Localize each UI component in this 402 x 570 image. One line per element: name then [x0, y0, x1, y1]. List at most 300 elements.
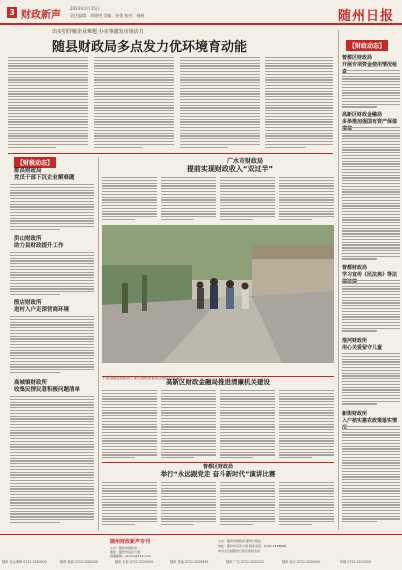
text-line	[265, 102, 333, 103]
text-line	[102, 496, 157, 497]
text-line	[161, 507, 216, 508]
footer-contact-4: 随州 采编 0722-3229999	[170, 560, 209, 564]
left-item-body-1	[10, 184, 94, 232]
text-line	[180, 57, 260, 58]
left-item-title-1: 都昌财政局 党员干部下沉企业解难题	[14, 168, 75, 181]
text-line	[265, 138, 333, 139]
text-line	[265, 99, 333, 100]
text-line	[102, 521, 157, 522]
text-line	[220, 490, 275, 491]
text-line	[342, 219, 400, 220]
text-line	[102, 216, 157, 217]
left-item-title-3: 殷店财政所 进村入户走深营商环境	[14, 300, 70, 313]
text-line	[102, 438, 157, 439]
text-line	[161, 488, 216, 489]
text-line	[10, 277, 94, 278]
text-line	[8, 121, 88, 122]
text-line	[265, 147, 306, 148]
article2-body-col4	[279, 390, 334, 460]
text-line	[102, 485, 157, 486]
text-line	[161, 211, 216, 212]
text-line	[220, 435, 275, 436]
text-line	[94, 93, 174, 94]
text-line	[161, 216, 216, 217]
text-line	[342, 381, 400, 382]
text-line	[220, 213, 275, 214]
text-line	[342, 521, 377, 522]
page-footer	[0, 534, 402, 570]
text-line	[94, 110, 174, 111]
text-line	[94, 99, 174, 100]
text-line	[342, 87, 400, 88]
text-line	[102, 404, 157, 405]
text-line	[265, 105, 333, 106]
text-line	[161, 421, 216, 422]
text-line	[10, 260, 94, 261]
text-line	[342, 70, 400, 71]
text-line	[102, 513, 157, 514]
right-item-body-1	[342, 70, 400, 110]
text-line	[279, 208, 334, 209]
text-line	[102, 516, 157, 517]
text-line	[8, 71, 88, 72]
text-line	[342, 308, 400, 309]
text-line	[220, 177, 275, 178]
text-line	[102, 412, 157, 413]
text-line	[10, 508, 94, 509]
text-line	[342, 92, 400, 93]
text-line	[342, 302, 400, 303]
text-line	[8, 57, 88, 58]
text-line	[10, 283, 94, 284]
text-line	[10, 338, 94, 339]
text-line	[161, 424, 216, 425]
text-line	[279, 438, 334, 439]
text-line	[279, 191, 334, 192]
text-line	[342, 361, 400, 362]
lead-headline: 随县财政局多点发力优环境育动能	[52, 40, 248, 55]
text-line	[279, 524, 312, 525]
text-line	[220, 488, 275, 489]
text-line	[161, 493, 216, 494]
text-line	[220, 440, 275, 441]
text-line	[94, 121, 174, 122]
text-line	[220, 499, 275, 500]
text-line	[10, 413, 94, 414]
text-line	[279, 180, 334, 181]
text-line	[180, 68, 260, 69]
text-line	[265, 133, 333, 134]
text-line	[180, 144, 260, 145]
text-line	[10, 355, 94, 356]
text-line	[279, 452, 334, 453]
text-line	[10, 274, 94, 275]
text-line	[94, 88, 174, 89]
text-line	[161, 446, 216, 447]
text-line	[342, 247, 400, 248]
text-line	[102, 510, 157, 511]
text-line	[342, 166, 400, 167]
text-line	[10, 192, 94, 193]
text-line	[161, 180, 216, 181]
text-line	[10, 452, 94, 453]
text-line	[342, 493, 400, 494]
text-line	[220, 404, 275, 405]
center-rule-1	[102, 376, 334, 377]
text-line	[279, 418, 334, 419]
text-line	[161, 502, 216, 503]
text-line	[10, 252, 94, 253]
text-line	[265, 116, 333, 117]
left-item-body-4	[10, 396, 94, 526]
center-body-col3	[220, 177, 275, 222]
text-line	[10, 330, 94, 331]
text-line	[342, 161, 400, 162]
text-line	[8, 124, 88, 125]
text-line	[10, 511, 94, 512]
text-line	[342, 175, 400, 176]
text-line	[94, 130, 174, 131]
text-line	[265, 60, 333, 61]
text-line	[161, 432, 216, 433]
text-line	[220, 513, 275, 514]
text-line	[342, 172, 400, 173]
text-line	[342, 236, 400, 237]
text-line	[342, 98, 400, 99]
text-line	[161, 194, 216, 195]
text-line	[8, 127, 88, 128]
text-line	[161, 407, 216, 408]
text-line	[279, 194, 334, 195]
text-line	[342, 197, 400, 198]
text-line	[10, 460, 94, 461]
text-line	[161, 418, 216, 419]
text-line	[8, 144, 88, 145]
text-line	[279, 390, 334, 391]
text-line	[279, 490, 334, 491]
text-line	[161, 183, 216, 184]
text-line	[102, 205, 157, 206]
text-line	[94, 113, 174, 114]
text-line	[342, 291, 400, 292]
text-line	[220, 507, 275, 508]
text-line	[10, 449, 94, 450]
text-line	[102, 177, 157, 178]
lead-kicker: 出实招纾解企业难题 办实事激发市场活力	[52, 29, 144, 35]
text-line	[279, 493, 334, 494]
text-line	[279, 435, 334, 436]
footer-left-line-2: 地址：随州市沿河大道	[110, 550, 141, 554]
text-line	[10, 263, 94, 264]
text-line	[102, 449, 157, 450]
article3-body-col3	[220, 482, 275, 528]
text-line	[342, 297, 400, 298]
text-line	[10, 435, 94, 436]
text-line	[342, 177, 400, 178]
text-line	[220, 185, 275, 186]
text-line	[102, 490, 157, 491]
text-line	[342, 152, 400, 153]
text-line	[10, 463, 94, 464]
text-line	[94, 147, 142, 148]
text-line	[342, 460, 400, 461]
text-line	[342, 300, 400, 301]
text-line	[180, 85, 260, 86]
text-line	[279, 421, 334, 422]
text-line	[342, 95, 400, 96]
text-line	[8, 110, 88, 111]
text-line	[342, 518, 400, 519]
text-line	[161, 516, 216, 517]
text-line	[10, 446, 94, 447]
text-line	[342, 454, 400, 455]
text-line	[265, 135, 333, 136]
text-line	[342, 203, 400, 204]
text-line	[342, 356, 400, 357]
text-line	[180, 105, 260, 106]
text-line	[94, 79, 174, 80]
text-line	[220, 180, 275, 181]
text-line	[279, 197, 334, 198]
text-line	[279, 398, 334, 399]
text-line	[102, 524, 135, 525]
text-line	[10, 424, 94, 425]
article2-body-col3	[220, 390, 275, 460]
text-line	[342, 158, 400, 159]
text-line	[342, 513, 400, 514]
right-column-banner: 【财政动态】	[346, 40, 388, 51]
text-line	[279, 440, 334, 441]
page-number: 3	[7, 7, 17, 18]
lead-body-col1	[8, 57, 88, 152]
text-line	[279, 499, 334, 500]
text-line	[342, 330, 377, 331]
text-line	[342, 208, 400, 209]
text-line	[10, 444, 94, 445]
text-line	[161, 454, 216, 455]
text-line	[10, 269, 94, 270]
text-line	[94, 82, 174, 83]
text-line	[180, 124, 260, 125]
text-line	[180, 96, 260, 97]
text-line	[10, 280, 94, 281]
text-line	[8, 96, 88, 97]
text-line	[342, 359, 400, 360]
footer-right-line-2: 地址：随州市沿河大道 联系电话：0722-3228888	[218, 544, 287, 548]
text-line	[102, 194, 157, 195]
text-line	[342, 84, 400, 85]
lead-bottom-rule	[8, 153, 333, 154]
text-line	[342, 135, 400, 136]
text-line	[10, 491, 94, 492]
text-line	[10, 333, 94, 334]
text-line	[180, 60, 260, 61]
text-line	[342, 443, 400, 444]
text-line	[10, 218, 94, 219]
text-line	[279, 432, 334, 433]
text-line	[102, 518, 157, 519]
text-line	[180, 63, 260, 64]
text-line	[10, 358, 94, 359]
text-line	[342, 485, 400, 486]
footer-right-line-3: 本刊文章经随州日报社授权发布	[218, 549, 261, 553]
text-line	[279, 410, 334, 411]
text-line	[220, 524, 253, 525]
text-line	[342, 258, 377, 259]
text-line	[94, 116, 174, 117]
text-line	[161, 396, 216, 397]
text-line	[10, 469, 94, 470]
text-line	[161, 485, 216, 486]
text-line	[10, 324, 94, 325]
text-line	[342, 448, 400, 449]
article3-title: 举行“永远跟党走 奋斗新时代”演讲比赛	[160, 470, 276, 478]
text-line	[10, 201, 94, 202]
text-line	[10, 364, 94, 365]
text-line	[220, 183, 275, 184]
text-line	[10, 372, 60, 373]
text-line	[180, 138, 260, 139]
text-line	[161, 440, 216, 441]
text-line	[279, 185, 334, 186]
text-line	[94, 133, 174, 134]
right-item-body-2	[342, 127, 400, 262]
text-line	[8, 130, 88, 131]
text-line	[220, 393, 275, 394]
text-line	[94, 91, 174, 92]
text-line	[342, 163, 400, 164]
text-line	[342, 429, 400, 430]
text-line	[342, 101, 400, 102]
text-line	[342, 250, 400, 251]
text-line	[220, 485, 275, 486]
text-line	[342, 353, 400, 354]
text-line	[180, 88, 260, 89]
text-line	[342, 239, 400, 240]
text-line	[180, 71, 260, 72]
masthead-logo: 随州日报	[338, 9, 395, 24]
text-line	[180, 127, 260, 128]
text-line	[279, 510, 334, 511]
text-line	[279, 177, 334, 178]
text-line	[265, 68, 333, 69]
center-rule-2	[102, 462, 334, 463]
text-line	[102, 191, 157, 192]
text-line	[10, 272, 94, 273]
text-line	[220, 421, 275, 422]
text-line	[94, 102, 174, 103]
text-line	[8, 102, 88, 103]
text-line	[10, 286, 94, 287]
text-line	[265, 85, 333, 86]
right-item-body-5	[342, 426, 400, 526]
text-line	[8, 105, 88, 106]
text-line	[102, 398, 157, 399]
article2-body-col1	[102, 390, 157, 460]
text-line	[161, 415, 216, 416]
text-line	[102, 502, 157, 503]
text-line	[342, 403, 377, 404]
text-line	[220, 496, 275, 497]
text-line	[10, 488, 94, 489]
text-line	[279, 404, 334, 405]
left-item-title-2: 洪山财政所 助力县财政提升工作	[14, 236, 64, 249]
text-line	[102, 219, 135, 220]
text-line	[342, 451, 400, 452]
text-line	[102, 415, 157, 416]
text-line	[342, 474, 400, 475]
center-body-col1	[102, 177, 157, 222]
text-line	[10, 350, 94, 351]
text-line	[10, 472, 94, 473]
footer-left-line-1: 主办：随州市财政局	[110, 546, 138, 550]
text-line	[8, 79, 88, 80]
text-line	[102, 440, 157, 441]
text-line	[220, 202, 275, 203]
text-line	[342, 211, 400, 212]
text-line	[342, 488, 400, 489]
text-line	[220, 424, 275, 425]
text-line	[10, 477, 94, 478]
text-line	[10, 255, 94, 256]
text-line	[10, 187, 94, 188]
center-body-col2	[161, 177, 216, 222]
text-line	[102, 488, 157, 489]
lead-body-col4	[265, 57, 333, 152]
text-line	[279, 502, 334, 503]
text-line	[220, 194, 275, 195]
text-line	[10, 474, 94, 475]
lead-body-col2	[94, 57, 174, 152]
text-line	[10, 438, 94, 439]
text-line	[94, 71, 174, 72]
text-line	[10, 215, 94, 216]
text-line	[279, 504, 334, 505]
text-line	[265, 77, 333, 78]
text-line	[342, 283, 400, 284]
text-line	[279, 426, 334, 427]
text-line	[8, 65, 88, 66]
text-line	[161, 185, 216, 186]
text-line	[10, 206, 94, 207]
text-line	[279, 488, 334, 489]
text-line	[265, 91, 333, 92]
text-line	[10, 184, 94, 185]
text-line	[161, 199, 216, 200]
text-line	[265, 124, 333, 125]
text-line	[102, 393, 157, 394]
text-line	[220, 521, 275, 522]
text-line	[161, 429, 216, 430]
right-item-body-3	[342, 280, 400, 335]
text-line	[279, 521, 334, 522]
text-line	[161, 443, 216, 444]
text-line	[220, 401, 275, 402]
text-line	[220, 410, 275, 411]
text-line	[220, 219, 253, 220]
text-line	[8, 60, 88, 61]
text-line	[342, 191, 400, 192]
text-line	[102, 482, 157, 483]
text-line	[161, 521, 216, 522]
footer-contact-2: 随州 财政 0722-3282000	[60, 560, 99, 564]
text-line	[342, 319, 400, 320]
editor-credits: 责任编辑：胡晓明 美编：孙强 校对：杨帆	[70, 13, 145, 18]
text-line	[94, 124, 174, 125]
text-line	[342, 200, 400, 201]
right-item-heading-5: 新街财政所 入户核实惠农政策落实情	[342, 411, 398, 424]
text-line	[342, 147, 400, 148]
